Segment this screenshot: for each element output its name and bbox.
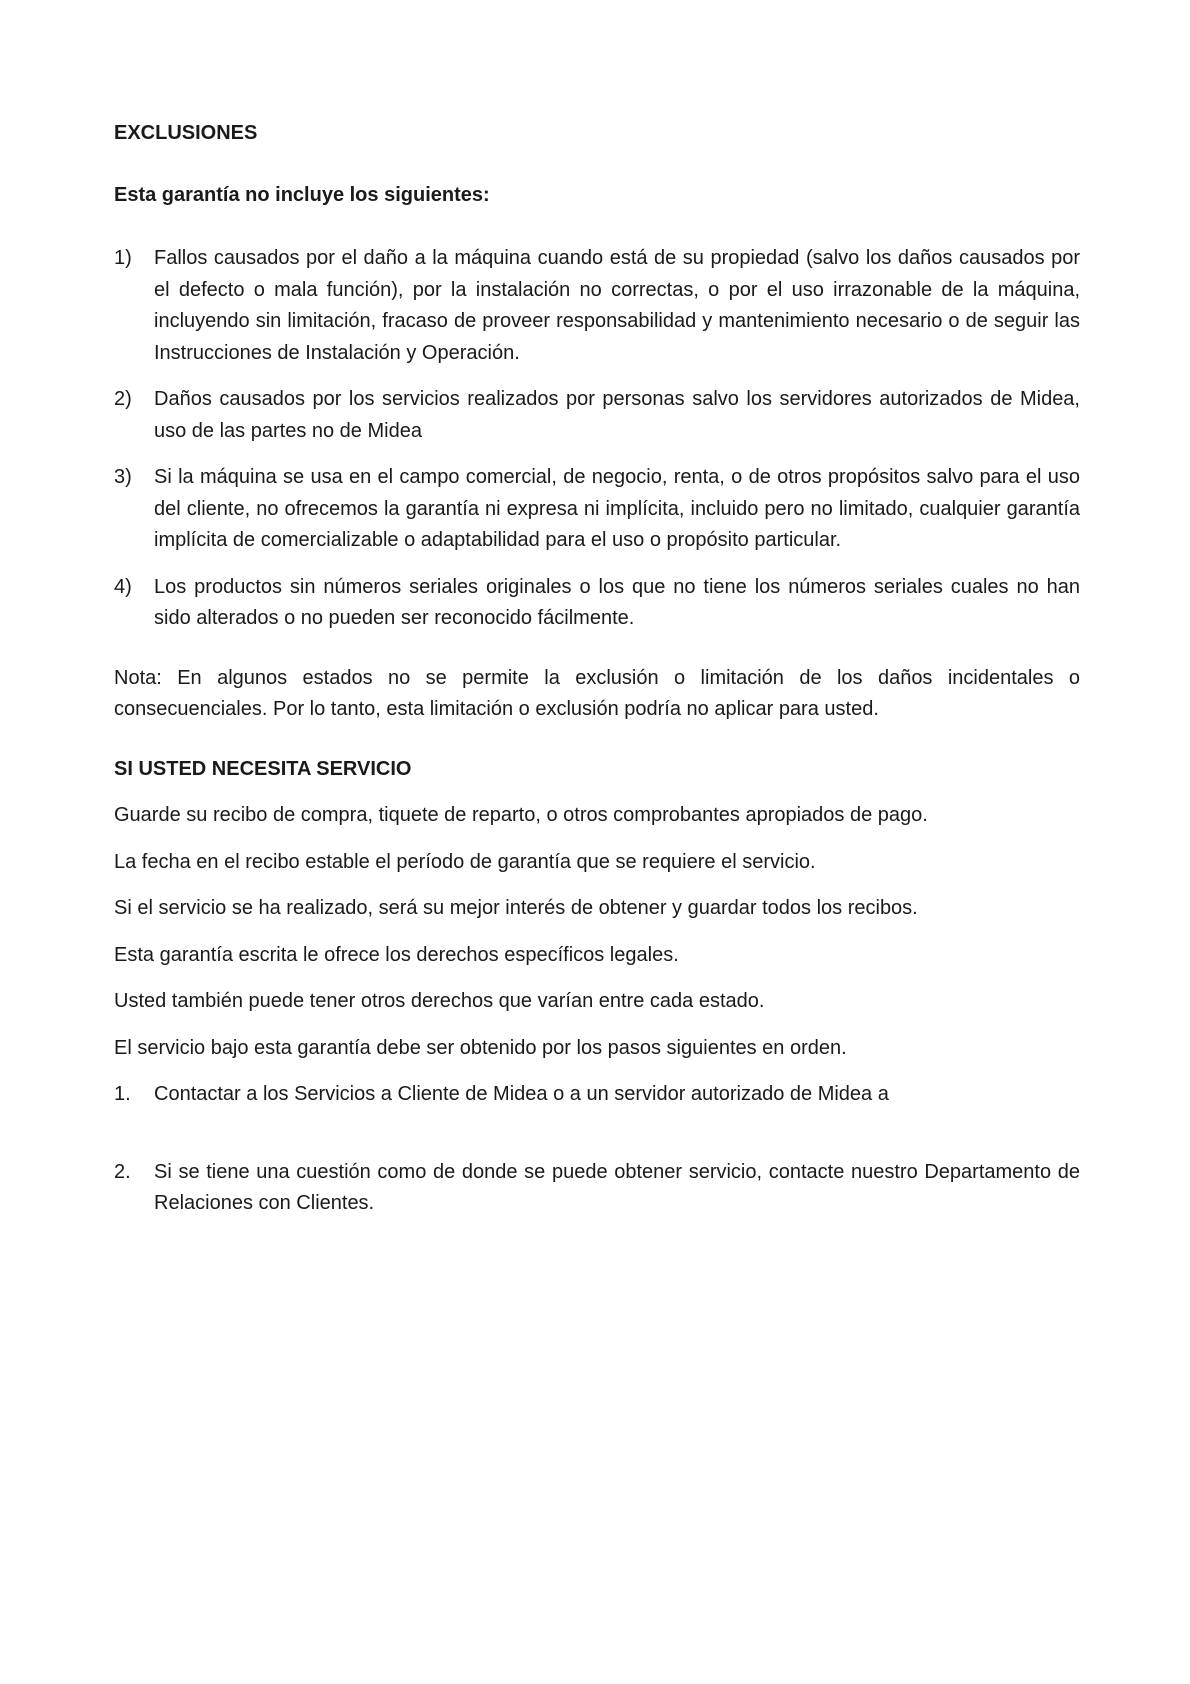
service-paragraph: Guarde su recibo de compra, tiquete de reparto, o otros comprobantes apropiados de pago. — [114, 804, 928, 826]
list-item-number: 4) — [114, 575, 132, 598]
service-paragraph: Si el servicio se ha realizado, será su mejor interés de obtener y guardar todos los recibos. — [114, 897, 918, 919]
service-heading: SI USTED NECESITA SERVICIO — [114, 757, 412, 780]
list-item-text: Fallos causados por el daño a la máquina cuando está de su propiedad (salvo los daños causados por el defecto o mala función), por la instalación no correctas, o por el uso irrazonable de la máquina, incluyendo sin limitación, fracaso de proveer responsabilidad y mantenimiento necesario o de seguir las Instrucciones de Instalación y Operación. — [154, 247, 1080, 364]
list-item-number: 3) — [114, 466, 132, 488]
service-paragraph: El servicio bajo esta garantía debe ser obtenido por los pasos siguientes en orden. — [114, 1036, 847, 1059]
exclusions-subheading: Esta garantía no incluye los siguientes: — [114, 183, 490, 206]
list-item-number: 1. — [114, 1083, 131, 1105]
list-item-text: Si la máquina se usa en el campo comercial, de negocio, renta, o de otros propósitos salvo para el uso del cliente, no ofrecemos la garantía ni expresa ni implícita, incluido pero no limitado, cualquier garantía implícita de comercializable o adaptabilidad para el uso o propósito particular. — [154, 466, 1080, 551]
list-item-number: 1) — [114, 247, 132, 269]
service-paragraph: Esta garantía escrita le ofrece los derechos específicos legales. — [114, 943, 679, 966]
list-item-text: Contactar a los Servicios a Cliente de Midea o a un servidor autorizado de Midea a — [154, 1083, 889, 1105]
list-item — [114, 462, 1080, 557]
exclusions-note: Nota: En algunos estados no se permite la exclusión o limitación de los daños incidentales o consecuenciales. Por lo tanto, esta limitación o exclusión podría no aplicar para usted. — [114, 666, 1080, 720]
service-paragraph: Usted también puede tener otros derechos que varían entre cada estado. — [114, 990, 765, 1012]
list-item-text: Los productos sin números seriales originales o los que no tiene los números seriales cuales no han sido alterados o no pueden ser reconocido fácilmente. — [154, 575, 1080, 629]
list-item — [114, 1157, 1080, 1220]
list-item-text: Daños causados por los servicios realizados por personas salvo los servidores autorizados de Midea, uso de las partes no de Midea — [154, 388, 1080, 442]
exclusions-list — [114, 243, 1080, 635]
list-item-text: Si se tiene una cuestión como de donde se puede obtener servicio, contacte nuestro Departamento de Relaciones con Clientes. — [154, 1160, 1080, 1214]
list-item-number: 2) — [114, 388, 132, 410]
document-page — [114, 118, 1080, 1235]
list-item — [114, 384, 1080, 447]
service-paragraph: La fecha en el recibo estable el período de garantía que se requiere el servicio. — [114, 850, 816, 873]
list-item — [114, 243, 1080, 369]
list-item-number: 2. — [114, 1160, 131, 1183]
service-steps-list — [114, 1079, 1080, 1220]
exclusions-heading: EXCLUSIONES — [114, 122, 258, 144]
list-item — [114, 572, 1080, 635]
list-item — [114, 1079, 1080, 1111]
